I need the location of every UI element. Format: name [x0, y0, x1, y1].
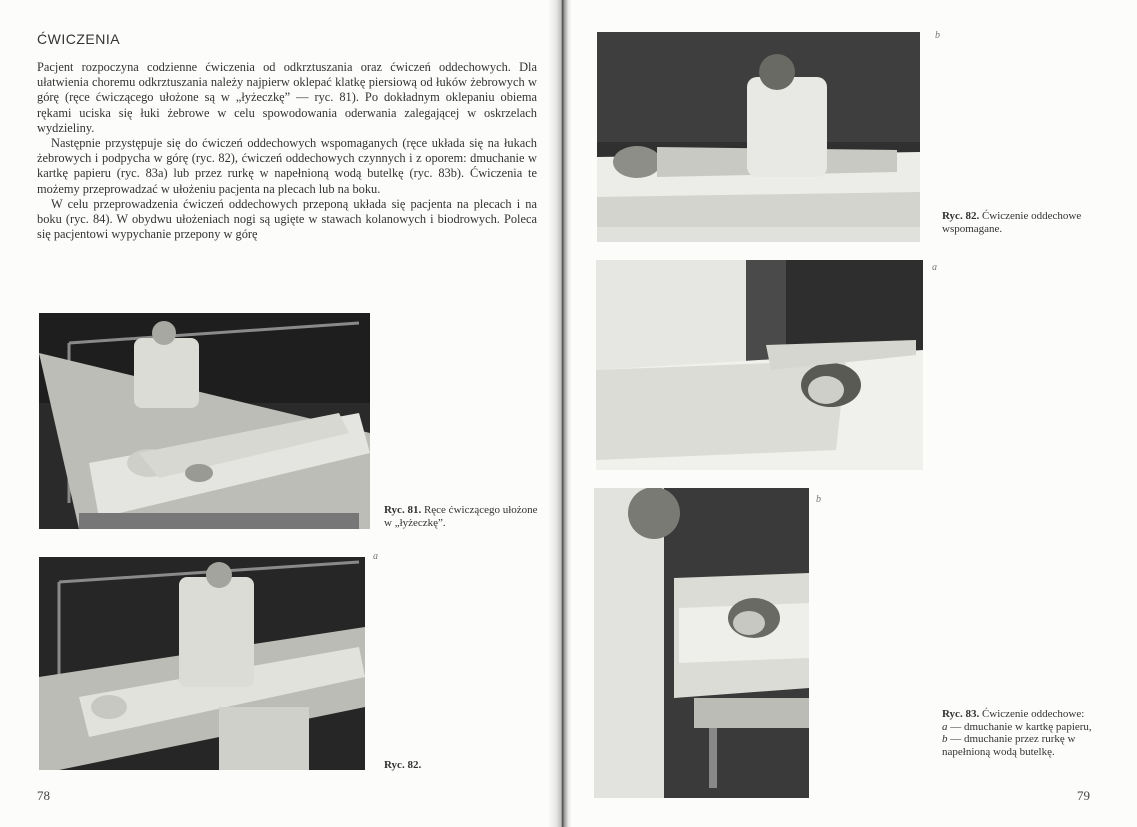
paragraph-3: W celu przeprowadzenia ćwiczeń oddechowych przeponą układa się pacjenta na plecach i na boku (ryc. 84). W obydwu ułożeniach nogi są ugięte w stawach kolanowych i biodrowych. Poleca się pacjentowi wypychanie przepony w górę — [37, 196, 537, 242]
fig-83-caption-b: b — [942, 733, 948, 745]
paragraph-1: Pacjent rozpoczyna codzienne ćwiczenia od odkrztuszania oraz ćwiczeń oddechowych. Dla ułatwienia choremu odkrztuszania należy najpierw oklepać klatkę piersiową od łuków żebrowych w górę (ręce ćwiczącego ułożone są w „łyżeczkę” — ryc. 81). Po dokładnym oklepaniu obiema rękami uciska się łuki żebrowe w celu spowodowania oderwania zalegającej w oskrzelach wydzieliny. — [37, 60, 537, 135]
fig-82-caption — [942, 210, 1102, 235]
fig-82b-letter: b — [935, 30, 940, 41]
photo-fig-82a — [39, 557, 365, 770]
paragraph-2: Następnie przystępuje się do ćwiczeń oddechowych wspomaganych (ręce układa się na łukach żebrowych i podpycha w górę (ryc. 82), ćwiczeń oddechowych czynnych i z oporem: dmuchanie w kartkę papieru (ryc. 83a) lub przez rurkę w napełnioną wodą butelkę (ryc. 83b). Ćwiczenia te możemy przeprowadzać w ułożeniu pacjenta na plecach lub na boku. — [37, 136, 537, 196]
page-number-right: 79 — [1077, 788, 1090, 803]
fig-83a-letter: a — [932, 262, 937, 273]
fig-82a-letter: a — [373, 551, 378, 562]
book-gutter — [548, 0, 572, 827]
fig-82-caption-label-left: Ryc. 82. — [384, 759, 422, 771]
body-text — [37, 60, 537, 242]
fig-82-caption-text: Ćwiczenie oddechowe wspomagane. — [942, 210, 1082, 235]
photo-fig-83b — [594, 488, 809, 798]
fig-82-caption-left — [384, 759, 421, 772]
photo-fig-83a — [596, 260, 923, 470]
fig-81-caption-text: Ręce ćwiczącego ułożone w „łyżeczkę”. — [384, 504, 538, 529]
fig-83-caption — [942, 708, 1092, 758]
fig-83-caption-a: a — [942, 720, 948, 733]
fig-81-caption-label: Ryc. 81. — [384, 504, 422, 516]
fig-82-caption-label: Ryc. 82. — [942, 210, 980, 222]
photo-fig-81 — [39, 313, 370, 529]
photo-fig-82b — [597, 32, 920, 242]
fig-83-caption-text-2: — dmuchanie w kartkę papieru, — [950, 720, 1092, 733]
left-page — [0, 0, 560, 827]
section-title: ĆWICZENIA — [37, 31, 121, 47]
fig-83b-letter: b — [816, 494, 821, 505]
fig-83-caption-label: Ryc. 83. — [942, 708, 980, 720]
right-page — [572, 0, 1137, 827]
fig-83-caption-text-3: — dmuchanie przez rurkę w napełnioną wodą butelkę. — [942, 733, 1076, 758]
fig-81-caption — [384, 504, 539, 529]
page-number-left: 78 — [37, 788, 50, 803]
fig-83-caption-text-1: Ćwiczenie oddechowe: — [981, 708, 1085, 720]
